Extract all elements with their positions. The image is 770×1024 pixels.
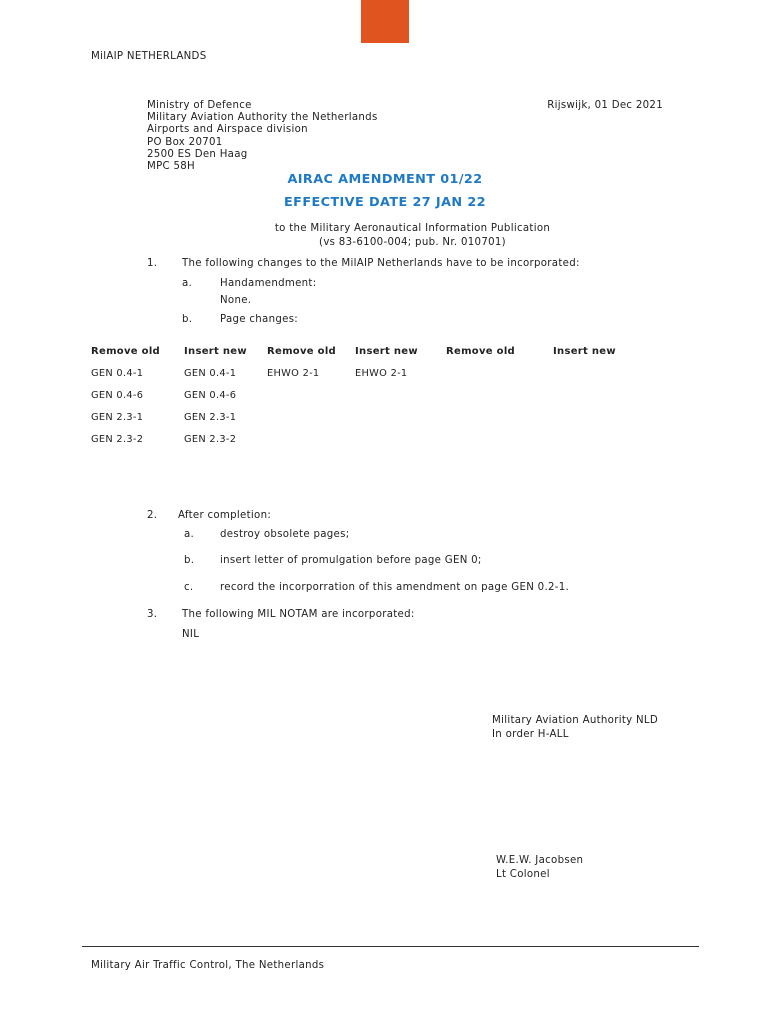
item-label: b. — [182, 314, 193, 325]
subtitle-line: to the Military Aeronautical Information Publication — [274, 223, 551, 234]
table-header: Insert new — [553, 346, 616, 357]
table-header: Insert new — [355, 346, 418, 357]
table-cell: EHWO 2-1 — [355, 368, 408, 379]
item-value: None. — [220, 295, 252, 306]
address-line: MPC 58H — [147, 161, 196, 172]
section-number: 3. — [147, 609, 158, 620]
address-line: Ministry of Defence — [147, 100, 252, 111]
table-cell: GEN 0.4-6 — [91, 390, 144, 401]
authority-line: Military Aviation Authority NLD — [492, 715, 659, 726]
table-cell: GEN 0.4-1 — [184, 368, 237, 379]
section-number: 1. — [147, 258, 158, 269]
table-cell: GEN 0.4-6 — [184, 390, 237, 401]
section-number: 2. — [147, 510, 158, 521]
place-date: Rijswijk, 01 Dec 2021 — [547, 100, 663, 111]
section-text: The following changes to the MilAIP Netherlands have to be incorporated: — [182, 258, 580, 269]
item-label: c. — [184, 582, 194, 593]
subtitle-line: (vs 83-6100-004; pub. Nr. 010701) — [319, 237, 506, 248]
authority-line: In order H-ALL — [492, 729, 569, 740]
footer-text: Military Air Traffic Control, The Netherlands — [91, 960, 325, 971]
table-header: Remove old — [446, 346, 516, 357]
table-cell: EHWO 2-1 — [267, 368, 320, 379]
item-value: NIL — [182, 629, 200, 640]
table-cell: GEN 2.3-2 — [91, 434, 144, 445]
address-line: Airports and Airspace division — [147, 124, 308, 135]
section-text: The following MIL NOTAM are incorporated: — [182, 609, 415, 620]
table-cell: GEN 2.3-1 — [184, 412, 237, 423]
item-text: insert letter of promulgation before page GEN 0; — [220, 555, 482, 566]
table-header: Remove old — [267, 346, 337, 357]
table-cell: GEN 2.3-1 — [91, 412, 144, 423]
table-cell: GEN 0.4-1 — [91, 368, 144, 379]
logo-block — [361, 0, 409, 43]
item-text: destroy obsolete pages; — [220, 529, 350, 540]
item-label: a. — [182, 278, 193, 289]
section-text: After completion: — [178, 510, 272, 521]
item-label: b. — [184, 555, 195, 566]
table-header: Insert new — [184, 346, 247, 357]
item-text: Handamendment: — [220, 278, 317, 289]
item-text: Page changes: — [220, 314, 299, 325]
table-cell: GEN 2.3-2 — [184, 434, 237, 445]
item-label: a. — [184, 529, 195, 540]
address-line: 2500 ES Den Haag — [147, 149, 248, 160]
footer-divider — [82, 946, 699, 947]
address-line: PO Box 20701 — [147, 137, 223, 148]
effective-date: EFFECTIVE DATE 27 JAN 22 — [284, 195, 486, 210]
signatory-rank: Lt Colonel — [496, 869, 550, 880]
address-line: Military Aviation Authority the Netherlands — [147, 112, 378, 123]
table-header: Remove old — [91, 346, 161, 357]
signatory-name: W.E.W. Jacobsen — [496, 855, 584, 866]
amendment-title: AIRAC AMENDMENT 01/22 — [287, 172, 483, 187]
running-title: MilAIP NETHERLANDS — [91, 51, 207, 62]
item-text: record the incorporration of this amendment on page GEN 0.2-1. — [220, 582, 570, 593]
